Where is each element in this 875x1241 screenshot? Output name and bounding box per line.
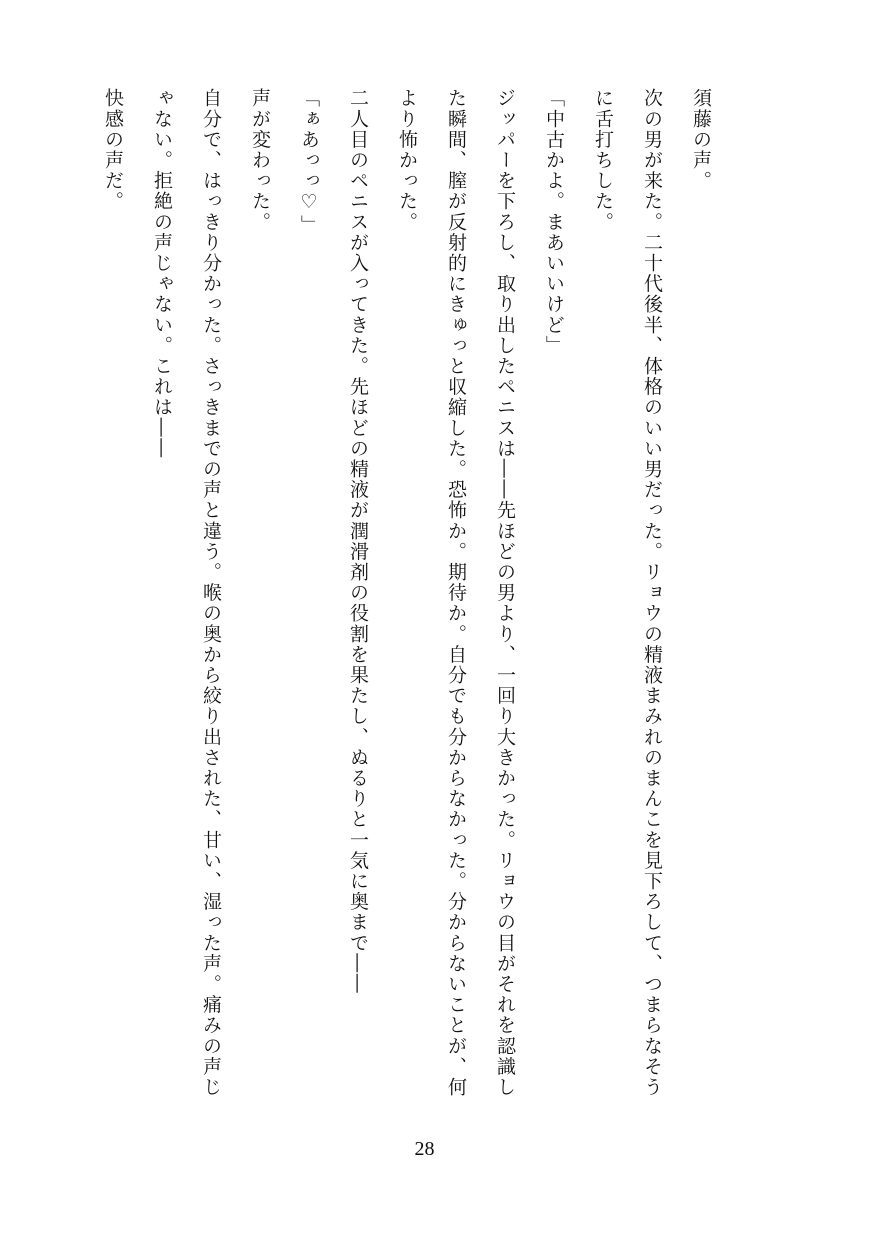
paragraph: 声が変わった。 xyxy=(249,88,271,233)
paragraph: 二人目のペニスが入ってきた。先ほどの精液が潤滑剤の役割を果たし、ぬるりと一気に奥まで―― xyxy=(347,88,369,995)
page-number: 28 xyxy=(414,1138,435,1160)
vertical-body-text xyxy=(88,88,725,1098)
paragraph: 「ぁあっっ♡」 xyxy=(298,88,320,236)
paragraph: ジッパーを下ろし、取り出したペニスは――先ほどの男より、一回り大きかった。リョウの目がそれを認識した瞬間、膣が反射的にきゅっと収縮した。恐怖か。期待か。自分でも分からなかった。分からないことが、何より怖かった。 xyxy=(396,88,516,1098)
paragraph: 次の男が来た。二十代後半、体格のいい男だった。リョウの精液まみれのまんこを見下ろして、つまらなそうに舌打ちした。 xyxy=(592,88,663,1098)
paragraph: 快感の声だ。 xyxy=(102,88,124,212)
paragraph: 須藤の声。 xyxy=(690,88,712,191)
paragraph: 自分で、はっきり分かった。さっきまでの声と違う。喉の奥から絞り出された、甘い、湿った声。痛みの声じゃない。拒絶の声じゃない。これは―― xyxy=(151,88,222,1098)
paragraph: 「中古かよ。まあいいけど」 xyxy=(543,88,565,356)
